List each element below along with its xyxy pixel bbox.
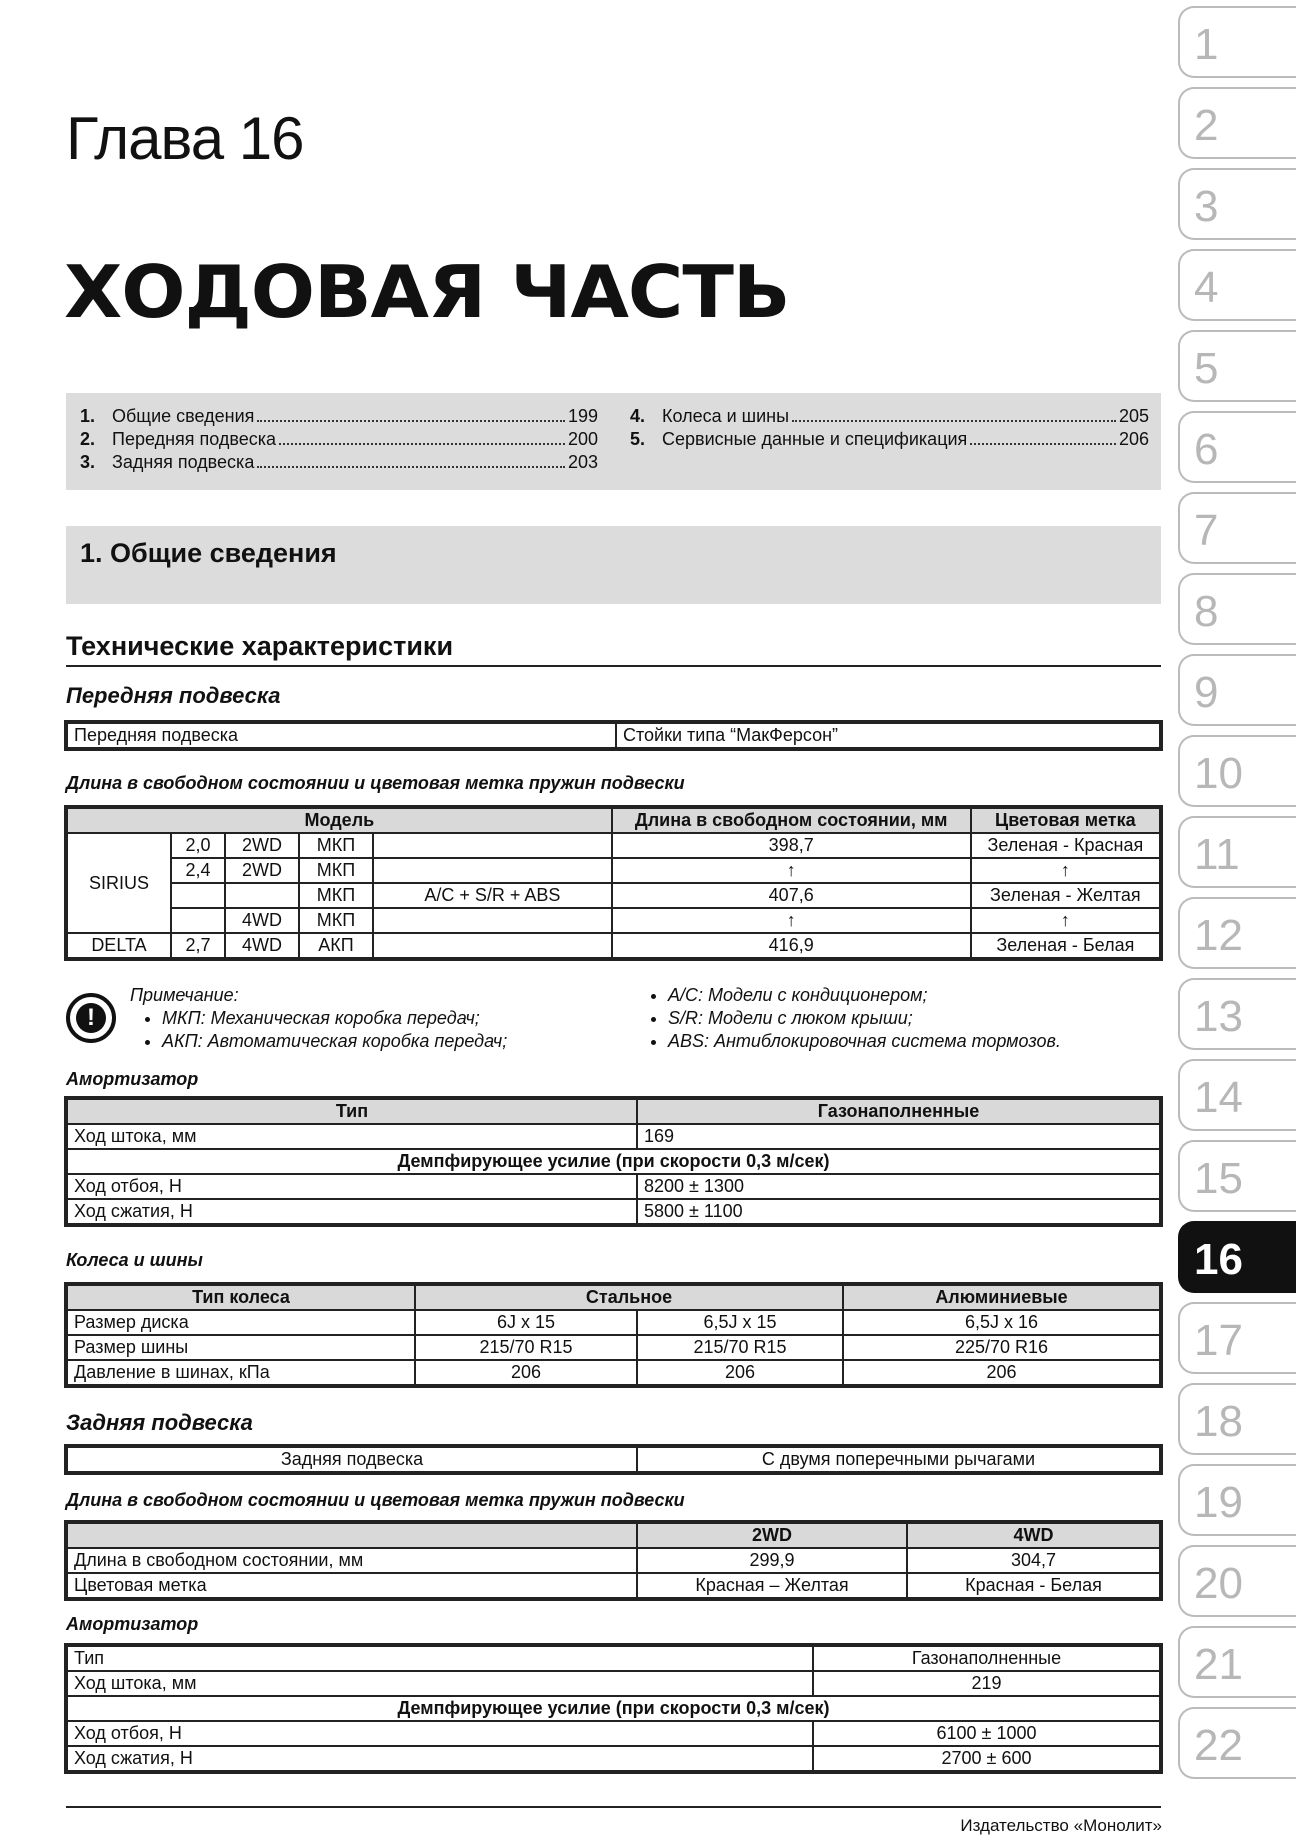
table-cell: Ход отбоя, Н (67, 1174, 637, 1199)
table-row (67, 1310, 1160, 1335)
table-header (67, 1523, 637, 1548)
front-suspension-heading: Передняя подвеска (66, 683, 281, 708)
chapter-tab[interactable]: 3 (1178, 168, 1296, 240)
table-cell (373, 933, 612, 958)
table-row (67, 1696, 1160, 1721)
table-row (67, 1646, 1160, 1671)
table-cell: Ход штока, мм (67, 1671, 813, 1696)
table-cell (373, 833, 612, 858)
wheels-table (66, 1284, 1161, 1386)
table-cell: С двумя поперечными рычагами (637, 1447, 1160, 1472)
rear-shock-table (66, 1645, 1161, 1772)
table-cell: Газонаполненные (813, 1646, 1160, 1671)
table-cell: Красная - Белая (907, 1573, 1160, 1598)
chapter-tab-active[interactable]: 16 (1178, 1221, 1296, 1293)
table-cell: Задняя подвеска (67, 1447, 637, 1472)
table-cell: Передняя подвеска (67, 723, 616, 748)
table-cell: ↑ (612, 908, 971, 933)
table-cell: 2WD (225, 833, 299, 858)
table-row (67, 1573, 1160, 1598)
table-row (67, 908, 1160, 933)
table-cell: SIRIUS (67, 833, 171, 933)
table-header: 2WD (637, 1523, 907, 1548)
front-suspension-table (66, 722, 1161, 749)
table-cell: АКП (299, 933, 373, 958)
table-cell: 215/70 R15 (415, 1335, 637, 1360)
table-cell: МКП (299, 833, 373, 858)
table-row (67, 1174, 1160, 1199)
table-row (67, 1199, 1160, 1224)
table-row (67, 858, 1160, 883)
table-cell (171, 883, 225, 908)
table-cell: A/C + S/R + ABS (373, 883, 612, 908)
footer-divider (66, 1806, 1161, 1808)
table-cell (171, 908, 225, 933)
toc-item[interactable]: 1. Общие сведения 199 (80, 406, 598, 426)
table-cell: 4WD (225, 908, 299, 933)
note-title: Примечание: (130, 985, 239, 1005)
chapter-tab[interactable]: 21 (1178, 1626, 1296, 1698)
table-cell: Размер диска (67, 1310, 415, 1335)
chapter-tab[interactable]: 2 (1178, 87, 1296, 159)
table-cell: Демпфирующее усилие (при скорости 0,3 м/сек) (67, 1149, 1160, 1174)
note-left (130, 984, 630, 1053)
chapter-tab[interactable]: 4 (1178, 249, 1296, 321)
table-row (67, 1149, 1160, 1174)
chapter-tab[interactable]: 20 (1178, 1545, 1296, 1617)
table-cell: Давление в шинах, кПа (67, 1360, 415, 1385)
table-cell (225, 883, 299, 908)
divider (66, 665, 1161, 667)
rear-suspension-heading: Задняя подвеска (66, 1410, 253, 1435)
table-cell: Ход отбоя, Н (67, 1721, 813, 1746)
chapter-tab[interactable]: 1 (1178, 6, 1296, 78)
table-cell: 6,5J x 15 (637, 1310, 843, 1335)
table-row (67, 1721, 1160, 1746)
rear-shock-caption: Амортизатор (66, 1614, 199, 1634)
specs-title: Технические характеристики (66, 631, 454, 661)
table-row (67, 1671, 1160, 1696)
table-cell: Цветовая метка (67, 1573, 637, 1598)
table-cell: Тип (67, 1646, 813, 1671)
chapter-tab[interactable]: 9 (1178, 654, 1296, 726)
table-row (67, 833, 1160, 858)
toc-item[interactable]: 3. Задняя подвеска 203 (80, 452, 598, 472)
chapter-tab[interactable]: 18 (1178, 1383, 1296, 1455)
table-cell: 398,7 (612, 833, 971, 858)
note-item: • ABS: Антиблокировочная система тормозов. (668, 1030, 1156, 1053)
table-cell: 206 (637, 1360, 843, 1385)
front-springs-caption: Длина в свободном состоянии и цветовая метка пружин подвески (66, 773, 685, 793)
table-cell: Зеленая - Желтая (971, 883, 1160, 908)
table-cell: МКП (299, 908, 373, 933)
table-cell: 6100 ± 1000 (813, 1721, 1160, 1746)
chapter-tab[interactable]: 14 (1178, 1059, 1296, 1131)
table-cell: Зеленая - Белая (971, 933, 1160, 958)
table-cell: 225/70 R16 (843, 1335, 1160, 1360)
table-cell: Демпфирующее усилие (при скорости 0,3 м/сек) (67, 1696, 1160, 1721)
note-item: • МКП: Механическая коробка передач; (162, 1007, 630, 1030)
table-cell: 8200 ± 1300 (637, 1174, 1160, 1199)
chapter-tab[interactable]: 13 (1178, 978, 1296, 1050)
chapter-tab[interactable]: 19 (1178, 1464, 1296, 1536)
wheels-caption: Колеса и шины (66, 1250, 203, 1270)
chapter-tab[interactable]: 10 (1178, 735, 1296, 807)
table-header: Газонаполненные (637, 1099, 1160, 1124)
table-row (67, 1746, 1160, 1771)
table-cell: ↑ (971, 858, 1160, 883)
table-cell: МКП (299, 858, 373, 883)
table-header: Длина в свободном состоянии, мм (612, 808, 971, 833)
toc-item[interactable]: 2. Передняя подвеска 200 (80, 429, 598, 449)
chapter-title: ХОДОВАЯ ЧАСТЬ (64, 250, 790, 334)
table-header: Модель (67, 808, 612, 833)
front-shock-table (66, 1098, 1161, 1225)
chapter-tab[interactable]: 5 (1178, 330, 1296, 402)
table-of-contents (66, 393, 1161, 490)
table-cell: 4WD (225, 933, 299, 958)
table-cell: Ход сжатия, Н (67, 1199, 637, 1224)
chapter-tab[interactable]: 15 (1178, 1140, 1296, 1212)
toc-item[interactable]: 4. Колеса и шины 205 (630, 406, 1149, 426)
section-title: 1. Общие сведения (80, 538, 337, 568)
table-cell: 2,4 (171, 858, 225, 883)
table-cell: 2,7 (171, 933, 225, 958)
table-header: Тип колеса (67, 1285, 415, 1310)
table-row (67, 1124, 1160, 1149)
table-row (67, 1548, 1160, 1573)
front-springs-table (66, 807, 1161, 959)
table-header: Цветовая метка (971, 808, 1160, 833)
section-heading-bar (66, 526, 1161, 604)
front-shock-caption: Амортизатор (66, 1069, 199, 1089)
table-cell: 2,0 (171, 833, 225, 858)
table-cell: Ход штока, мм (67, 1124, 637, 1149)
table-row (67, 883, 1160, 908)
table-cell: МКП (299, 883, 373, 908)
chapter-tab[interactable]: 8 (1178, 573, 1296, 645)
table-cell (373, 908, 612, 933)
toc-item[interactable]: 5. Сервисные данные и спецификация 206 (630, 429, 1149, 449)
table-cell: DELTA (67, 933, 171, 958)
table-cell: 215/70 R15 (637, 1335, 843, 1360)
chapter-tab[interactable]: 6 (1178, 411, 1296, 483)
table-row (67, 933, 1160, 958)
table-row (67, 1335, 1160, 1360)
table-cell: 219 (813, 1671, 1160, 1696)
table-cell: 6J x 15 (415, 1310, 637, 1335)
table-cell: Стойки типа “МакФерсон” (616, 723, 1160, 748)
table-cell: 407,6 (612, 883, 971, 908)
table-cell: 6,5J x 16 (843, 1310, 1160, 1335)
publisher-footer: Издательство «Монолит» (960, 1816, 1162, 1835)
table-cell: 5800 ± 1100 (637, 1199, 1160, 1224)
table-header: Стальное (415, 1285, 843, 1310)
table-cell: Ход сжатия, Н (67, 1746, 813, 1771)
table-cell: 2700 ± 600 (813, 1746, 1160, 1771)
rear-springs-caption: Длина в свободном состоянии и цветовая метка пружин подвески (66, 1490, 685, 1510)
note-right (636, 984, 1156, 1053)
table-cell: ↑ (971, 908, 1160, 933)
rear-suspension-table (66, 1446, 1161, 1473)
table-cell: ↑ (612, 858, 971, 883)
chapter-tab[interactable]: 22 (1178, 1707, 1296, 1779)
note-item: • АКП: Автоматическая коробка передач; (162, 1030, 630, 1053)
table-cell: Длина в свободном состоянии, мм (67, 1548, 637, 1573)
note-item: • S/R: Модели с люком крыши; (668, 1007, 1156, 1030)
table-cell: 206 (843, 1360, 1160, 1385)
table-cell: 416,9 (612, 933, 971, 958)
note-item: • A/C: Модели с кондиционером; (668, 984, 1156, 1007)
table-cell: Зеленая - Красная (971, 833, 1160, 858)
table-cell: 299,9 (637, 1548, 907, 1573)
table-header: Алюминиевые (843, 1285, 1160, 1310)
table-header: 4WD (907, 1523, 1160, 1548)
chapter-tab[interactable]: 7 (1178, 492, 1296, 564)
chapter-label: Глава 16 (66, 105, 304, 172)
table-cell: 206 (415, 1360, 637, 1385)
table-cell (373, 858, 612, 883)
table-cell: Красная – Желтая (637, 1573, 907, 1598)
chapter-tab[interactable]: 11 (1178, 816, 1296, 888)
table-cell: 169 (637, 1124, 1160, 1149)
chapter-tab[interactable]: 12 (1178, 897, 1296, 969)
table-cell: Размер шины (67, 1335, 415, 1360)
table-cell: 2WD (225, 858, 299, 883)
table-header: Тип (67, 1099, 637, 1124)
rear-springs-table (66, 1522, 1161, 1599)
table-cell: 304,7 (907, 1548, 1160, 1573)
table-row (67, 1360, 1160, 1385)
note-icon: ! (66, 993, 116, 1043)
chapter-tab[interactable]: 17 (1178, 1302, 1296, 1374)
